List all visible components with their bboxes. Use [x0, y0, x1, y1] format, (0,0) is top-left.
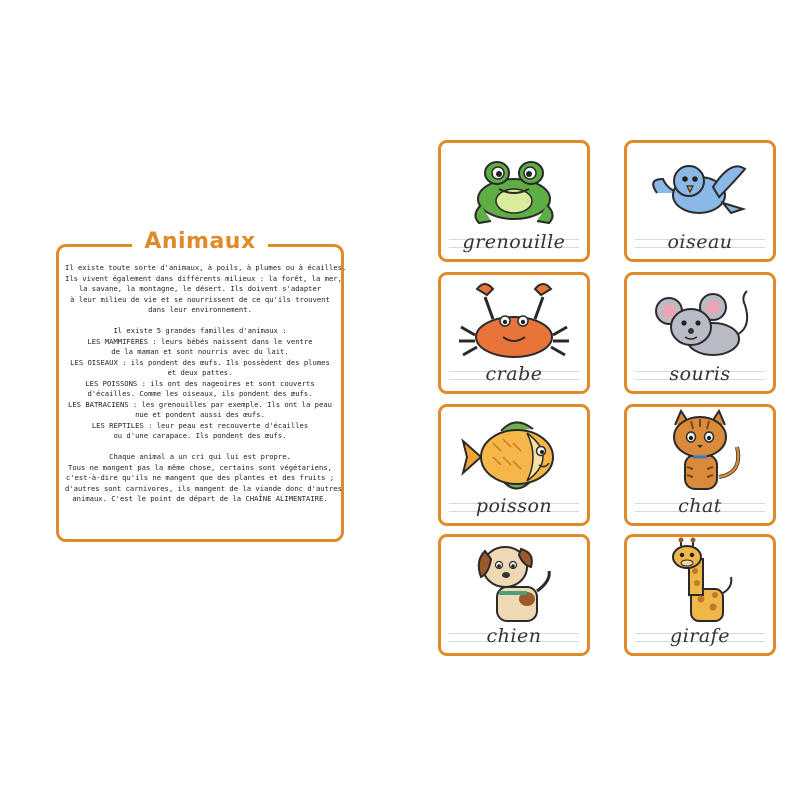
card-grenouille [438, 140, 590, 262]
card-label: girafe [670, 625, 730, 647]
card-oiseau [624, 140, 776, 262]
dog-icon [441, 537, 587, 627]
card-chat [624, 404, 776, 526]
info-spacer [65, 442, 335, 453]
info-line: Il existe 5 grandes familles d'animaux : [113, 326, 287, 335]
card-girafe [624, 534, 776, 656]
crab-icon [441, 275, 587, 365]
cat-icon [627, 407, 773, 497]
bird-icon [627, 143, 773, 233]
info-body [65, 263, 347, 505]
info-line: Il existe toute sorte d'animaux, à poils, à plumes ou à écailles. [65, 263, 347, 272]
card-label: chat [678, 495, 722, 517]
info-line: et deux pattes. [167, 368, 233, 377]
info-line: à leur milieu de vie et se nourrissent de ce qu'ils trouvent [70, 294, 330, 304]
info-line: nue et pondent aussi des œufs. [135, 410, 265, 419]
card-label: oiseau [667, 231, 733, 253]
card-label: souris [669, 363, 731, 385]
info-line: animaux. C'est le point de départ de la CHAÎNE ALIMENTAIRE. [72, 494, 328, 503]
info-line: de la maman et sont nourris avec du lait. [111, 347, 289, 356]
info-card [56, 229, 347, 542]
card-crabe [438, 272, 590, 394]
card-label: crabe [485, 363, 543, 385]
info-line: Ils vivent également dans différents milieux : la forêt, la mer, [65, 273, 342, 283]
card-label: poisson [475, 495, 553, 517]
info-line: d'écailles. Comme les oiseaux, ils pondent des œufs. [87, 389, 313, 398]
card-label: chien [486, 625, 542, 647]
mouse-icon [627, 275, 773, 365]
info-line: c'est-à-dire qu'ils ne mangent que des plantes et des fruits ; [65, 473, 335, 482]
info-line: Tous ne mangent pas la même chose, certains sont végétariens, [68, 462, 332, 472]
info-line: LES OISEAUX : ils pondent des œufs. Ils possèdent des plumes [70, 357, 330, 367]
info-line: d'autres sont carnivores, ils mangent de la viande donc d'autres [65, 483, 342, 493]
info-line: Chaque animal a un cri qui lui est propre. [109, 452, 291, 461]
fish-icon [441, 407, 587, 497]
info-line: dans leur environnement. [148, 305, 252, 314]
info-spacer [65, 316, 335, 327]
info-line: la savane, la montagne, le désert. Ils doivent s'adapter [78, 284, 322, 293]
frog-icon [441, 143, 587, 233]
info-line: ou d'une carapace. Ils pondent des œufs. [113, 431, 287, 440]
info-line: LES REPTILES : leur peau est recouverte d'écailles [91, 420, 309, 430]
info-line: LES POISSONS : ils ont des nageoires et sont couverts [85, 378, 315, 388]
card-chien [438, 534, 590, 656]
info-title: Animaux [132, 229, 267, 254]
info-line: LES BATRACIENS : les grenouilles par exemple. Ils ont la peau [68, 399, 332, 409]
giraffe-icon [627, 537, 773, 627]
card-label: grenouille [462, 231, 566, 253]
card-poisson [438, 404, 590, 526]
card-souris [624, 272, 776, 394]
info-line: LES MAMMIFÈRES : leurs bébés naissent dans le ventre [87, 336, 313, 346]
